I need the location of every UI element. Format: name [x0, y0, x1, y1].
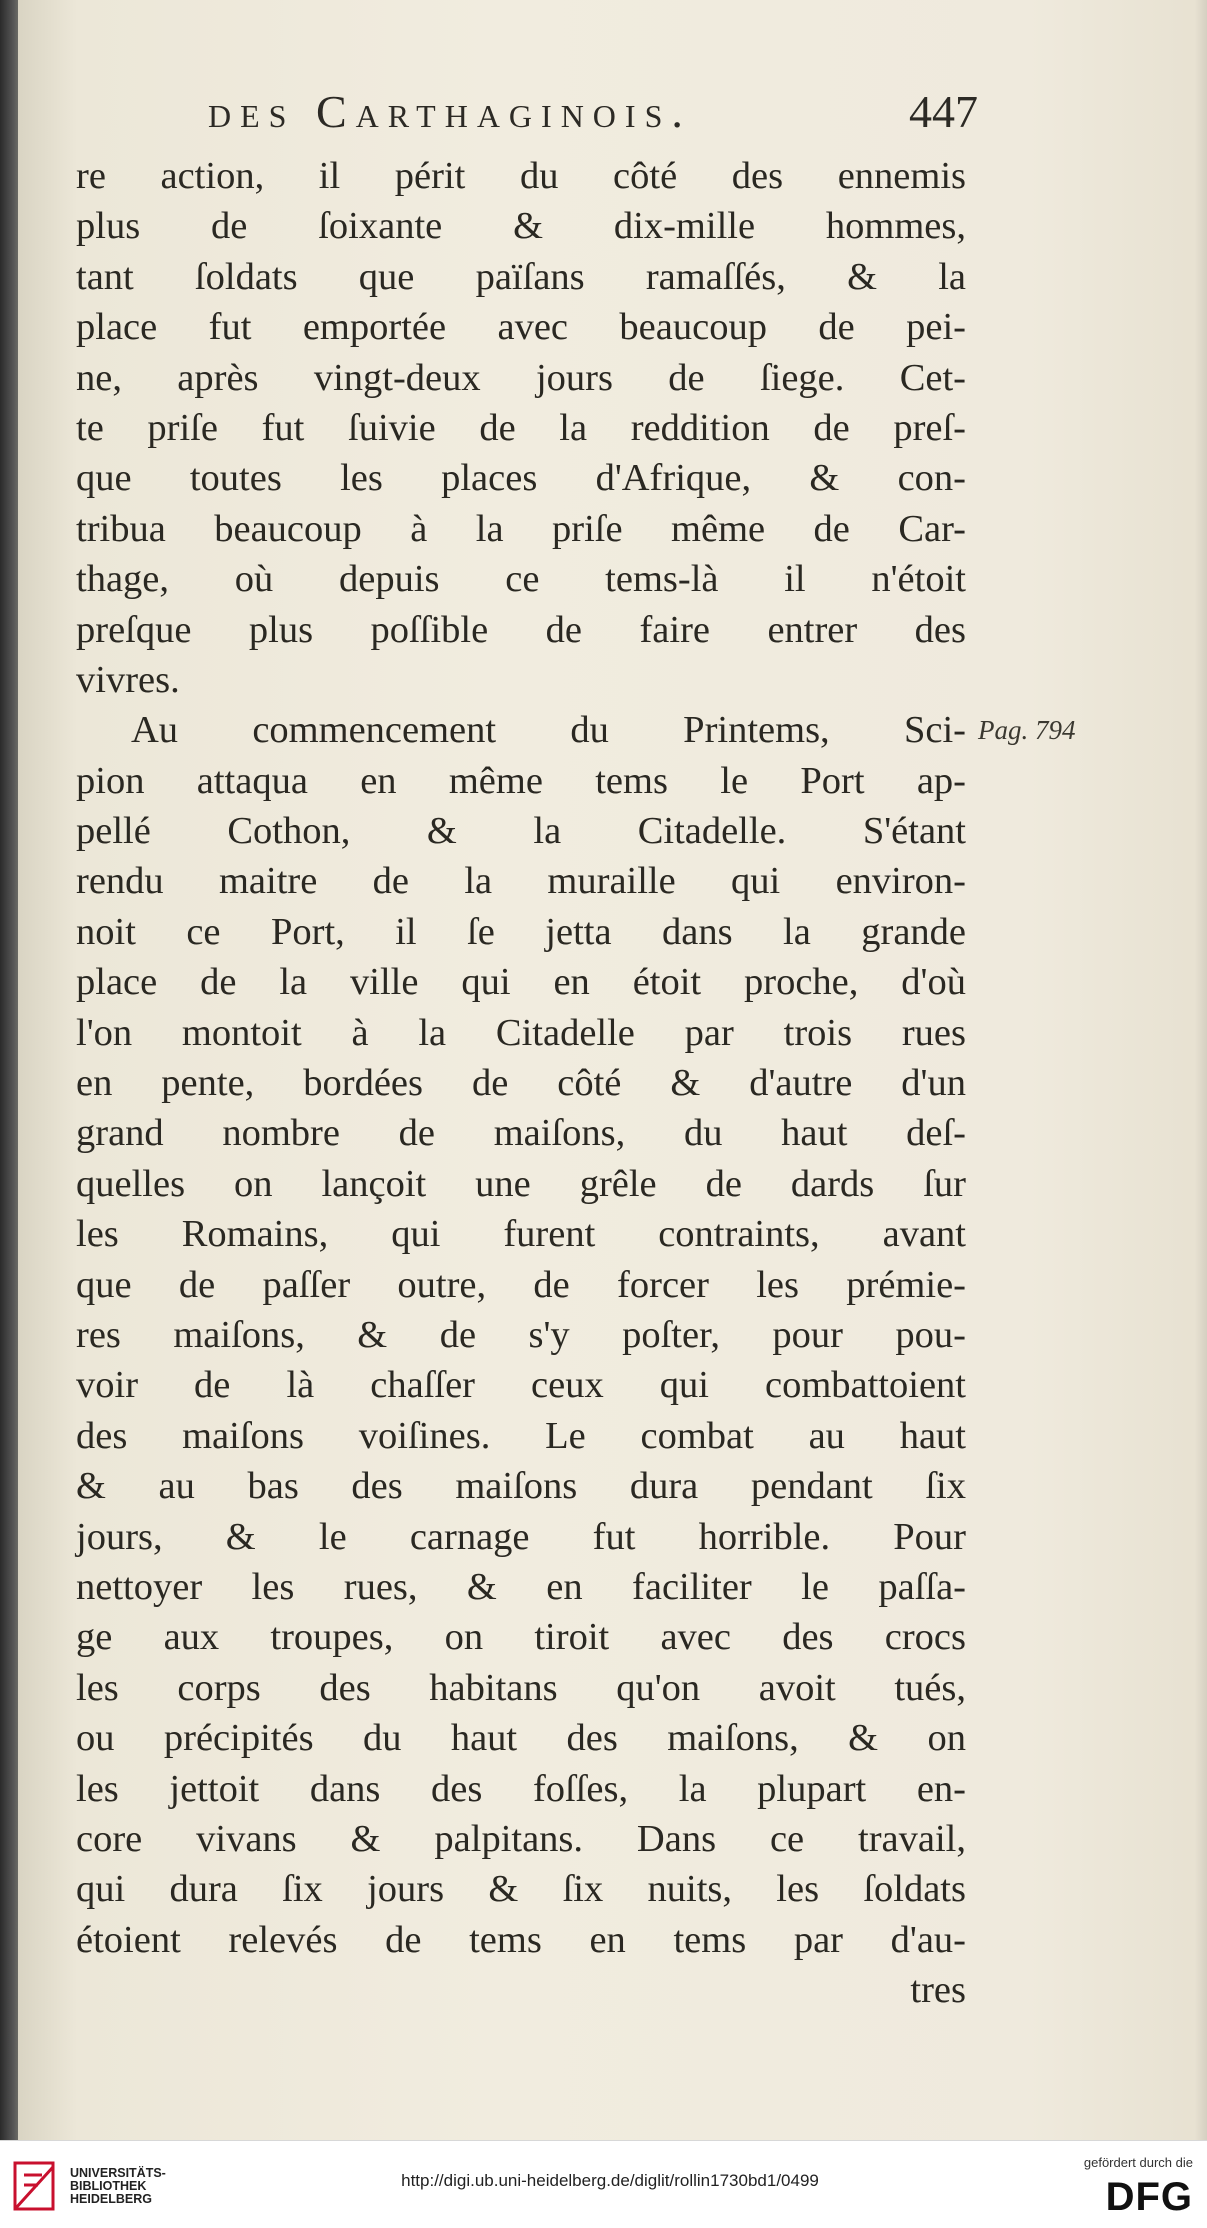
text-line: noit ce Port, il ſe jetta dans la grande: [76, 910, 966, 953]
text-line: tant ſoldats que païſans ramaſſés, & la: [76, 255, 966, 298]
text-line: nettoyer les rues, & en faciliter le paſſa-: [76, 1565, 966, 1608]
text-line: re action, il périt du côté des ennemis: [76, 155, 966, 197]
catchword: tres: [910, 1969, 966, 2012]
viewer-footer: [0, 2140, 1207, 2228]
text-line: des maiſons voiſines. Le combat au haut: [76, 1414, 966, 1457]
text-line: & au bas des maiſons dura pendant ſix: [76, 1465, 966, 1508]
library-name-line: BIBLIOTHEK: [70, 2179, 147, 2193]
text-line: étoient relevés de tems en tems par d'au-: [76, 1918, 966, 1961]
library-logo[interactable]: [12, 2159, 312, 2213]
text-line: en pente, bordées de côté & d'autre d'un: [76, 1062, 966, 1105]
text-line: les jettoit dans des foſſes, la plupart en-: [76, 1767, 966, 1810]
text-line: qui dura ſix jours & ſix nuits, les ſoldats: [76, 1868, 966, 1911]
body-text: [76, 151, 966, 2015]
text-line: ne, après vingt-deux jours de ſiege. Cet-: [76, 356, 966, 399]
text-line: jours, & le carnage fut horrible. Pour: [76, 1515, 966, 1558]
text-line: ou précipités du haut des maiſons, & on: [76, 1717, 966, 1760]
text-line: plus de ſoixante & dix-mille hommes,: [76, 205, 966, 248]
text-line: pion attaqua en même tems le Port ap-: [76, 759, 966, 802]
text-line: thage, où depuis ce tems-là il n'étoit: [76, 558, 966, 601]
text-line: place fut emportée avec beaucoup de pei-: [76, 306, 966, 349]
paragraph-start-line: Au commencement du Printems, Sci-: [131, 709, 966, 752]
text-line: quelles on lançoit une grêle de dards ſur: [76, 1162, 966, 1205]
library-name-line: HEIDELBERG: [70, 2192, 152, 2206]
dfg-logo[interactable]: DFG: [1105, 2175, 1193, 2219]
text-line: l'on montoit à la Citadelle par trois rues: [76, 1011, 966, 1054]
text-line: tribua beaucoup à la priſe même de Car-: [76, 507, 966, 550]
scanned-page: [18, 0, 1207, 2140]
text-line: les Romains, qui furent contraints, avant: [76, 1213, 966, 1256]
library-logo-icon: [12, 2159, 60, 2213]
text-line: rendu maitre de la muraille qui environ-: [76, 860, 966, 903]
library-name-line: UNIVERSITÄTS-: [70, 2166, 166, 2180]
text-line: te priſe fut ſuivie de la reddition de preſ-: [76, 406, 966, 449]
text-line: vivres.: [76, 658, 180, 701]
margin-note: Pag. 794: [978, 715, 1076, 745]
running-title: des Carthaginois.: [208, 86, 692, 137]
text-line: grand nombre de maiſons, du haut deſ-: [76, 1112, 966, 1155]
text-line: pellé Cothon, & la Citadelle. S'étant: [76, 810, 966, 853]
text-line: preſque plus poſſible de faire entrer des: [76, 608, 966, 651]
text-line: voir de là chaſſer ceux qui combattoient: [76, 1364, 966, 1407]
text-line: res maiſons, & de s'y poſter, pour pou-: [76, 1313, 966, 1356]
text-line: place de la ville qui en étoit proche, d'où: [76, 961, 966, 1004]
page-header: [208, 82, 978, 142]
permalink-url[interactable]: http://digi.ub.uni-heidelberg.de/diglit/rollin1730bd1/0499: [401, 2171, 819, 2190]
page-number: 447: [909, 86, 978, 137]
text-line: que de paſſer outre, de forcer les prémie-: [76, 1263, 966, 1306]
text-line: les corps des habitans qu'on avoit tués,: [76, 1666, 966, 1709]
text-line: core vivans & palpitans. Dans ce travail,: [76, 1817, 966, 1860]
library-name: [70, 2167, 166, 2206]
funder-label: gefördert durch die: [1083, 2155, 1193, 2170]
text-line: ge aux troupes, on tiroit avec des crocs: [76, 1616, 966, 1659]
text-line: que toutes les places d'Afrique, & con-: [76, 457, 966, 500]
